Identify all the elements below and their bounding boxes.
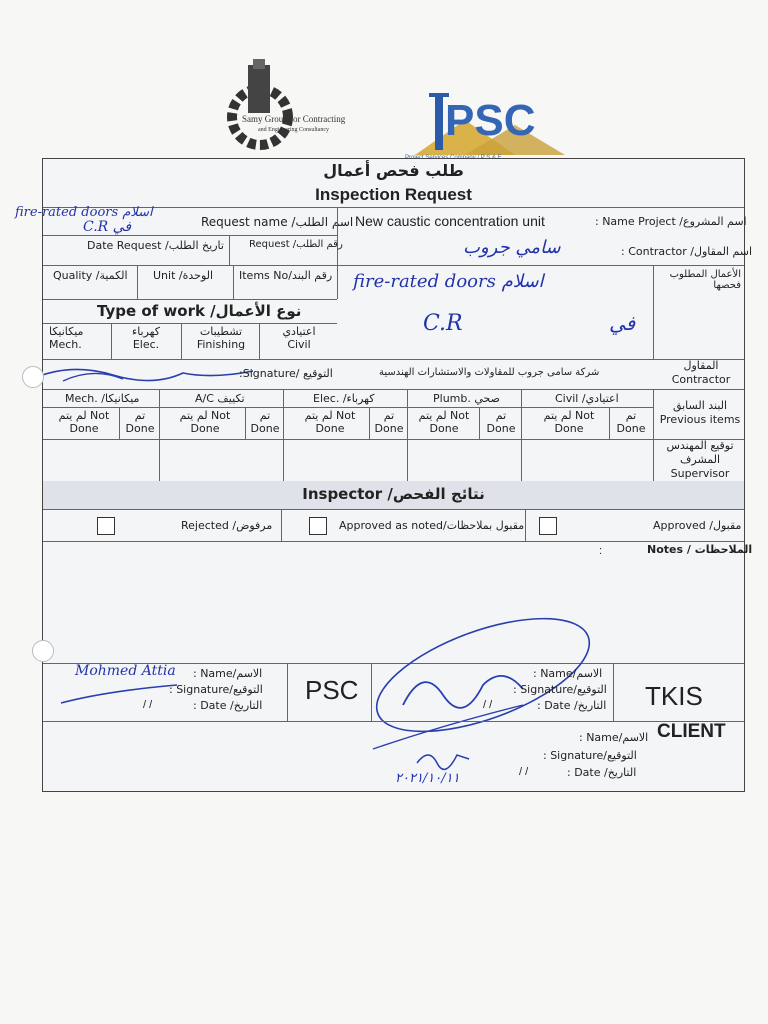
previous-items-label: البند السابق Previous items xyxy=(659,399,741,426)
prev-mech-done: تم Done xyxy=(125,409,155,435)
contractor-signature-scribble xyxy=(33,361,263,387)
divider xyxy=(245,407,246,439)
divider xyxy=(111,323,112,359)
work-type-finishing: تشطيبات Finishing xyxy=(196,325,246,351)
divider xyxy=(281,509,282,541)
divider xyxy=(43,389,744,390)
psc-logo-letters: PSC xyxy=(445,96,536,145)
prev-ac-not-done: لم يتم Not Done xyxy=(179,409,231,435)
divider xyxy=(137,265,138,299)
divider xyxy=(259,323,260,359)
divider xyxy=(43,407,653,408)
tkis-label: TKIS xyxy=(645,681,703,711)
divider xyxy=(119,407,120,439)
approved-checkbox[interactable] xyxy=(539,517,557,535)
notes-colon: : xyxy=(599,545,603,557)
prev-cat-ac: A/C تكييف xyxy=(195,392,245,405)
prev-elec-done: تم Done xyxy=(374,409,404,435)
client-date-handwritten: ٢٠٢١/١٠/١١ xyxy=(395,771,460,786)
inspector-title: Inspector /نتائج الفحص xyxy=(302,485,485,503)
prev-cat-elec: Elec. /كهرباء xyxy=(313,392,375,405)
psc-date-label: : Date /التاريخ xyxy=(537,699,607,712)
approved-label: Approved /مقبول xyxy=(653,519,742,532)
prev-elec-not-done: لم يتم Not Done xyxy=(304,409,356,435)
items-number-label: Items No/رقم البند xyxy=(239,269,333,282)
client-date-label: : Date /التاريخ xyxy=(567,766,637,779)
approved-as-noted-checkbox[interactable] xyxy=(309,517,327,535)
divider xyxy=(43,323,337,324)
divider xyxy=(159,389,160,481)
project-name-label: : Name Project /اسم المشروع xyxy=(595,215,747,228)
prev-mech-not-done: لم يتم Not Done xyxy=(58,409,110,435)
divider xyxy=(43,359,744,360)
divider xyxy=(43,509,744,510)
divider xyxy=(43,541,744,542)
project-name-value: New caustic concentration unit xyxy=(355,213,545,229)
type-of-work-title: Type of work /نوع الأعمال xyxy=(97,302,302,320)
client-signature-scribble xyxy=(413,745,473,771)
contractor-handwritten: سامي جروب xyxy=(463,237,561,258)
client-signature-label: : Signature/التوقيع xyxy=(543,749,637,762)
divider xyxy=(613,663,614,721)
request-number-label: Request /رقم الطلب xyxy=(249,239,343,250)
approved-as-noted-label: Approved as noted/مقبول بملاحظات xyxy=(339,519,525,532)
punch-hole xyxy=(22,366,44,388)
request-name-handwritten-1: fire-rated doors اسلام xyxy=(15,205,153,220)
left-name-handwritten: Mohmed Attia xyxy=(75,663,176,679)
client-label: CLIENT xyxy=(657,721,726,742)
divider xyxy=(653,265,654,359)
divider xyxy=(43,235,337,236)
divider xyxy=(407,389,408,481)
divider xyxy=(43,265,744,266)
psc-name-label: : Name/الاسم xyxy=(533,667,603,680)
prev-civil-done: تم Done xyxy=(616,409,646,435)
divider xyxy=(369,407,370,439)
contractor-role-label: المقاول Contractor xyxy=(671,359,731,386)
divider xyxy=(521,389,522,481)
inspection-request-form xyxy=(15,158,753,792)
contractor-label: : Contractor /اسم المقاول xyxy=(621,245,753,258)
client-name-label: : Name/الاسم xyxy=(579,731,649,744)
items-handwritten: fire-rated doors اسلام xyxy=(353,271,544,292)
left-signature-scribble xyxy=(57,679,187,709)
punch-hole xyxy=(32,640,54,662)
samy-group-logo xyxy=(220,55,380,155)
form-title: Inspection Request xyxy=(315,185,472,204)
left-date-label: : Date /التاريخ xyxy=(193,699,263,712)
divider xyxy=(181,323,182,359)
supervisor-label: توقيع المهندس المشرف Supervisor xyxy=(666,439,734,480)
prev-cat-civil: Civil /اعتيادي xyxy=(555,392,619,405)
divider xyxy=(43,299,337,300)
work-type-mech: ميكانيكا Mech. xyxy=(49,325,84,351)
divider xyxy=(609,407,610,439)
divider xyxy=(337,265,338,299)
notes-label: Notes / الملاحظات xyxy=(647,543,753,556)
date-request-label: Date Request /تاريخ الطلب xyxy=(87,239,224,252)
left-name-label: : Name/الاسم xyxy=(193,667,263,680)
work-type-elec: كهرباء Elec. xyxy=(132,325,160,351)
psc-label: PSC xyxy=(305,675,359,705)
samy-logo-line2: and Engineering Consultancy xyxy=(258,127,329,133)
psc-date-slashes: / / xyxy=(483,699,493,711)
divider xyxy=(43,721,744,722)
rejected-checkbox[interactable] xyxy=(97,517,115,535)
left-signature-label: : Signature/التوقيع xyxy=(169,683,263,696)
divider xyxy=(287,663,288,721)
type-of-work-handwritten: C.R xyxy=(423,311,463,336)
works-to-inspect-label: الأعمال المطلوب فحصها xyxy=(669,269,741,291)
unit-label: Unit /الوحدة xyxy=(153,269,214,282)
divider xyxy=(479,407,480,439)
divider xyxy=(43,439,744,440)
prev-plumb-not-done: لم يتم Not Done xyxy=(418,409,470,435)
quality-label: Quality /الكمية xyxy=(53,269,128,282)
prev-ac-done: تم Done xyxy=(250,409,280,435)
prev-plumb-done: تم Done xyxy=(486,409,516,435)
divider xyxy=(233,265,234,299)
divider xyxy=(229,235,230,265)
prev-cat-mech: Mech. /ميكانيكا xyxy=(65,392,140,405)
divider xyxy=(525,509,526,541)
rejected-label: Rejected /مرفوض xyxy=(181,519,273,532)
logos-area xyxy=(220,55,580,160)
work-type-civil: اعتيادي Civil xyxy=(282,325,316,351)
contractor-signature-label: :Signature/ التوقيع xyxy=(239,367,333,380)
prev-civil-not-done: لم يتم Not Done xyxy=(543,409,595,435)
psc-logo xyxy=(405,75,585,160)
divider xyxy=(283,389,284,481)
left-date-slashes: / / xyxy=(143,699,153,711)
psc-signature-label: : Signature/التوقيع xyxy=(513,683,607,696)
type-of-work-handwritten-ar: في xyxy=(609,311,636,335)
psc-signature-scribble xyxy=(363,605,613,755)
request-name-handwritten-2: C.R في xyxy=(83,219,132,235)
contractor-company-name: شركة سامى جروب للمقاولات والاستشارات الهندسية xyxy=(379,367,600,378)
client-date-slashes: / / xyxy=(519,766,529,778)
prev-cat-plumb: Plumb. صحي xyxy=(433,392,500,405)
form-title-arabic: طلب فحص أعمال xyxy=(323,161,464,180)
samy-logo-line1: Samy Group for Contracting xyxy=(242,114,346,124)
request-name-label: Request name /اسم الطلب xyxy=(201,215,354,229)
divider xyxy=(653,389,654,481)
